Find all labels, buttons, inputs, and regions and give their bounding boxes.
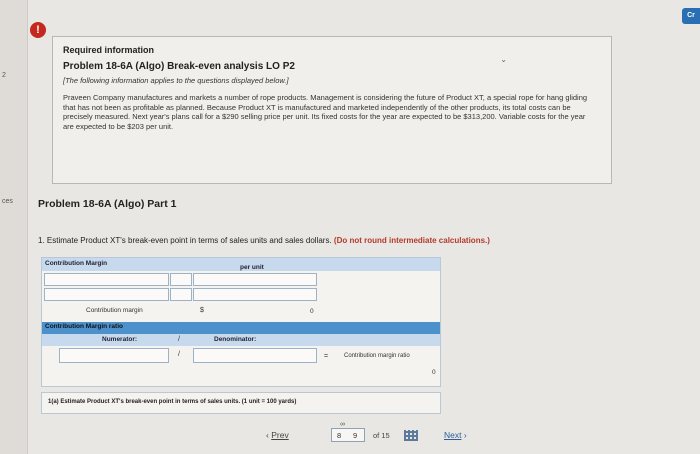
contribution-margin-ratio-value: 0 <box>432 369 436 376</box>
sidebar-fragment: ces <box>2 198 13 205</box>
dollar-sign: $ <box>200 307 204 314</box>
prev-label: Prev <box>271 430 289 440</box>
numerator-input[interactable] <box>59 348 169 363</box>
contribution-margin-worksheet <box>41 257 441 387</box>
equals-sign: = <box>324 353 329 360</box>
left-sidebar-strip <box>0 0 28 454</box>
page-number-current[interactable]: 9 <box>353 431 358 440</box>
sub-question-text: 1(a) Estimate Product XT's break-even point in terms of sales units. (1 unit = 100 yards) <box>48 399 297 405</box>
required-information-panel <box>52 36 612 184</box>
collapse-chevron-icon[interactable]: ⌄ <box>500 55 507 64</box>
row2-blank-cell <box>170 288 192 301</box>
problem-description: Praveen Company manufactures and markets a number of rope products. Management is considering the future of Product XT, a special rope for hang gliding that has not been as profitable as planned. Because Product XT is manufactured and marketed independently of the other products, its total costs can be precisely measured. Next year's plans call for a $290 selling price per unit. Its fixed costs for the year are expected to be $313,200. Variable costs for the year are expected to be $203 per unit. <box>63 93 588 131</box>
page-number[interactable]: 8 <box>337 431 342 440</box>
contribution-margin-ratio-label: Contribution margin ratio <box>344 353 410 359</box>
question-main: 1. Estimate Product XT's break-even point in terms of sales units and sales dollars. <box>38 236 332 245</box>
row2-label-input[interactable] <box>44 288 169 301</box>
per-unit-header: per unit <box>240 264 264 271</box>
contribution-margin-ratio-header: Contribution Margin ratio <box>45 323 123 330</box>
question-emphasis: (Do not round intermediate calculations.) <box>333 236 490 245</box>
row1-amount-input[interactable] <box>193 273 317 286</box>
denominator-label: Denominator: <box>214 336 257 343</box>
chevron-left-icon: ‹ <box>266 430 269 440</box>
row2-amount-input[interactable] <box>193 288 317 301</box>
worksheet-header: Contribution Margin <box>45 260 108 267</box>
chevron-right-icon: › <box>463 430 467 440</box>
row1-label-input[interactable] <box>44 273 169 286</box>
pagination-bar <box>0 421 700 446</box>
page-total: of 15 <box>373 431 390 440</box>
sub-question-panel <box>41 392 441 414</box>
divide-sign: / <box>178 336 180 343</box>
sidebar-fragment: 2 <box>2 72 6 79</box>
required-information-label: Required information <box>63 45 155 55</box>
grid-icon[interactable] <box>404 430 418 441</box>
next-button[interactable] <box>444 430 467 440</box>
exclamation-icon: ! <box>30 22 46 38</box>
info-note: [The following information applies to the questions displayed below.] <box>63 76 289 85</box>
corner-button[interactable]: Cr <box>682 8 700 24</box>
page-selector[interactable] <box>331 428 365 442</box>
problem-title: Problem 18-6A (Algo) Break-even analysis LO P2 <box>63 61 295 72</box>
next-label: Next <box>444 430 462 440</box>
prev-button[interactable] <box>266 430 289 440</box>
question-text <box>38 236 490 245</box>
numerator-label: Numerator: <box>102 336 138 343</box>
denominator-input[interactable] <box>193 348 317 363</box>
contribution-margin-label: Contribution margin <box>86 307 143 314</box>
contribution-margin-value: 0 <box>310 308 314 315</box>
divide-sign: / <box>178 351 180 358</box>
part-title: Problem 18-6A (Algo) Part 1 <box>38 198 177 210</box>
link-icon: ∞ <box>340 421 345 428</box>
row1-blank-cell <box>170 273 192 286</box>
